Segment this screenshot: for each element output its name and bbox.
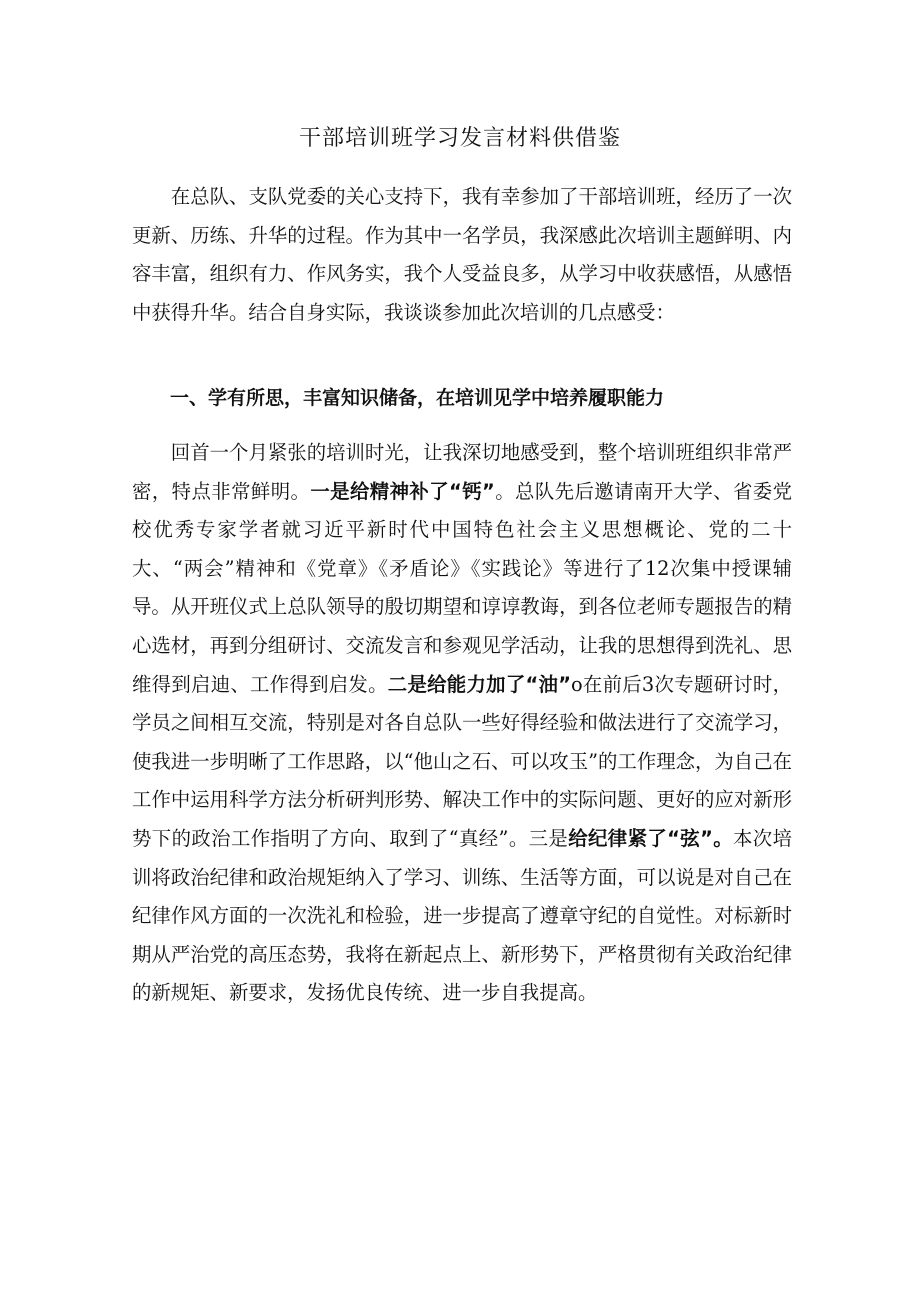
paragraph-text: o在前后3次专题研讨时，学员之间相互交流，特别是对各自总队一些好得经验和做法进行了交流学习，使我进一步明晰了工作思路，以“他山之石、可以攻玉”的工作理念，为自己在工作中运用科学方法分析研判形势、解决工作中的实际问题、更好的应对新形势下的政治工作指明了方向、取到了“真经”。三是 (132, 672, 792, 850)
paragraph-text: 回首一个月紧张的培训时光，让我深切地感受到，整个培训班组织非常严密，特点非常鲜明。 (132, 441, 792, 503)
paragraph-text: 本次培训将政治纪律和政治规矩纳入了学习、训练、生活等方面，可以说是对自己在纪律作风方面的一次洗礼和检验，进一步提高了遵章守纪的自觉性。对标新时期从严治党的高压态势，我将在新起点上、新形势下，严格贯彻有关政治纪律的新规矩、新要求，发扬优良传统、进一步自我提高。 (132, 826, 792, 1005)
bold-point-three: 给纪律紧了“弦”。 (568, 826, 734, 850)
document-title: 干部培训班学习发言材料供借鉴 (298, 126, 621, 151)
paragraph-text: 。总队先后邀请南开大学、省委党校优秀专家学者就习近平新时代中国特色社会主义思想概论、党的二十大、“两会”精神和《党章》《矛盾论》《实践论》等进行了12次集中授课辅导。从开班仪式上总队领导的殷切期望和谆谆教诲，到各位老师专题报告的精心选材，再到分组研讨、交流发言和参观见学活动，让我的思想得到洗礼、思维得到启迪、工作得到启发。 (132, 479, 793, 696)
bold-point-one: 一是给精神补了“钙” (310, 479, 495, 503)
intro-paragraph: 在总队、支队党委的关心支持下，我有幸参加了干部培训班，经历了一次更新、历练、升华的过程。作为其中一名学员，我深感此次培训主题鲜明、内容丰富，组织有力、作风务实，我个人受益良多，从学习中收获感悟，从感悟中获得升华。结合自身实际，我谈谈参加此次培训的几点感受： (132, 185, 792, 324)
section-paragraph (132, 434, 792, 1013)
bold-point-two: 二是给能力加了“油” (387, 672, 571, 696)
section-heading: 一、学有所思，丰富知识储备，在培训见学中培养履职能力 (170, 387, 665, 409)
